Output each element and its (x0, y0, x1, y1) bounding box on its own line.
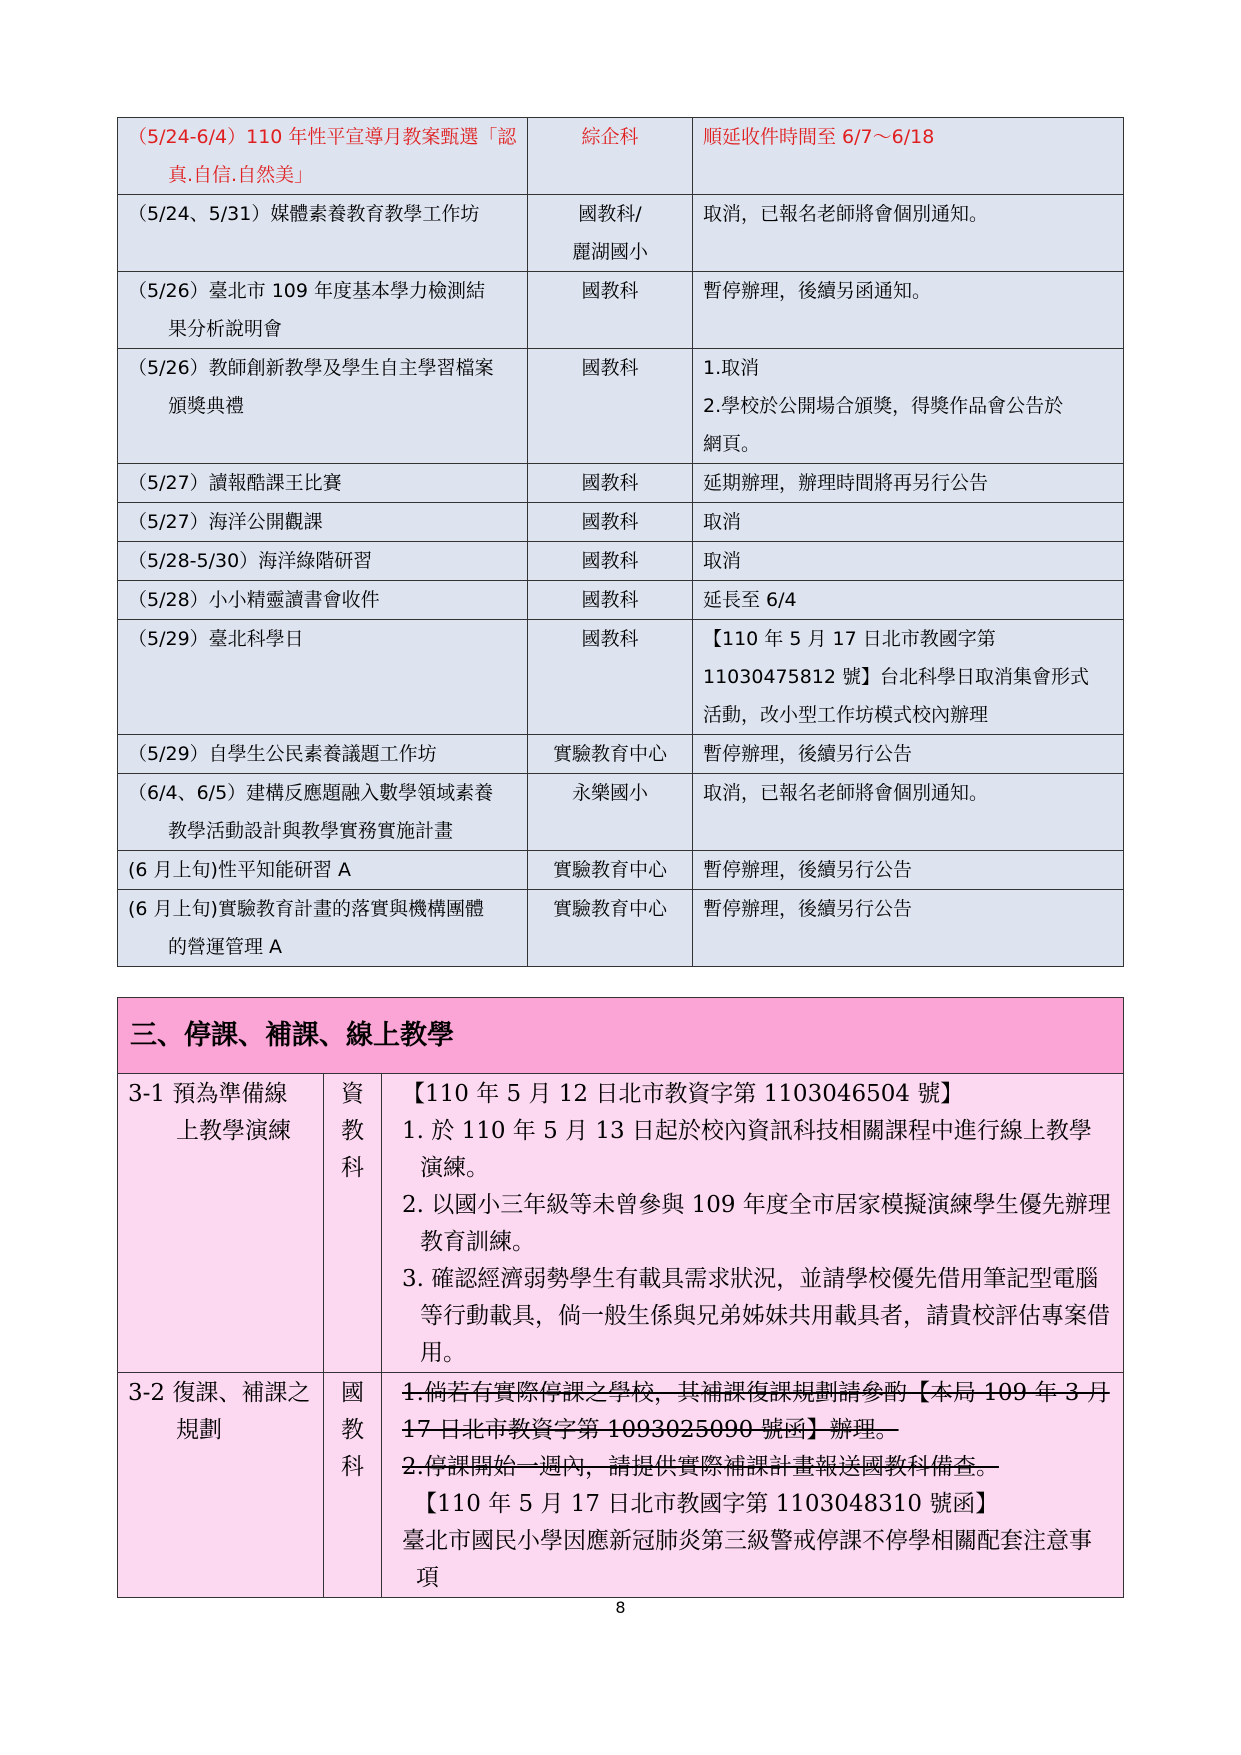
page-number: 8 (615, 1598, 626, 1617)
event-name-cell: （5/26）教師創新教學及學生自主學習檔案 頒獎典禮 (118, 349, 528, 464)
event-unit-cell: 國教科/ 麗湖國小 (528, 195, 693, 272)
event-status-cell: 取消，已報名老師將會個別通知。 (693, 774, 1124, 851)
event-unit-cell: 國教科 (528, 542, 693, 581)
event-unit-cell: 國教科 (528, 620, 693, 735)
event-unit-cell: 國教科 (528, 349, 693, 464)
item-3-1-label: 3-1 預為準備線 上教學演練 (118, 1074, 324, 1373)
item-3-1 (118, 1074, 1124, 1373)
item-3-2-struck-text: 2.停課開始一週內，請提供實際補課計畫報送國教科備查。 (402, 1454, 999, 1480)
event-name-cell: （5/29）臺北科學日 (118, 620, 528, 735)
event-status-cell: 暫停辦理，後續另行公告 (693, 735, 1124, 774)
item-3-1-unit: 資 教 科 (324, 1074, 382, 1373)
event-row (118, 349, 1124, 464)
event-unit-cell: 國教科 (528, 464, 693, 503)
section3-title: 三、停課、補課、線上教學 (118, 998, 1124, 1074)
event-name-cell: （5/27）讀報酷課王比賽 (118, 464, 528, 503)
event-row (118, 542, 1124, 581)
event-unit-cell: 實驗教育中心 (528, 735, 693, 774)
event-status-cell: 暫停辦理，後續另行公告 (693, 890, 1124, 967)
item-3-2 (118, 1373, 1124, 1598)
item-3-2-label: 3-2 復課、補課之 規劃 (118, 1373, 324, 1598)
event-status-cell: 取消 (693, 503, 1124, 542)
event-unit-cell: 國教科 (528, 272, 693, 349)
event-status-cell: 順延收件時間至 6/7～6/18 (693, 118, 1124, 195)
item-3-2-struck-text: 1.倘若有實際停課之學校，其補課復課規劃請參酌【本局 109 年 3 月 17 日北市教資字第 1093025090 號函】辦理。 (402, 1380, 1110, 1443)
event-row (118, 118, 1124, 195)
event-name-cell: （5/24、5/31）媒體素養教育教學工作坊 (118, 195, 528, 272)
item-3-1-point: 3. 確認經濟弱勢學生有載具需求狀況，並請學校優先借用筆記型電腦等行動載具，倘一般生係與兄弟姊妹共用載具者，請貴校評估專案借用。 (402, 1266, 1110, 1366)
event-name-cell: （5/27）海洋公開觀課 (118, 503, 528, 542)
event-status-cell: 延期辦理，辦理時間將再另行公告 (693, 464, 1124, 503)
event-status-cell: 暫停辦理，後續另行公告 (693, 851, 1124, 890)
event-status-cell: 延長至 6/4 (693, 581, 1124, 620)
event-row (118, 774, 1124, 851)
event-name-cell: (6 月上旬)性平知能研習 A (118, 851, 528, 890)
event-name-cell: （6/4、6/5）建構反應題融入數學領域素養 教學活動設計與教學實務實施計畫 (118, 774, 528, 851)
event-status-cell: 取消 (693, 542, 1124, 581)
section3-table (117, 997, 1124, 1598)
event-row (118, 272, 1124, 349)
item-3-1-content (382, 1074, 1124, 1373)
event-row (118, 195, 1124, 272)
item-3-1-point: 2. 以國小三年級等未曾參與 109 年度全市居家模擬演練學生優先辦理教育訓練。 (402, 1192, 1111, 1255)
event-unit-cell: 永樂國小 (528, 774, 693, 851)
event-name-cell: (6 月上旬)實驗教育計畫的落實與機構團體 的營運管理 A (118, 890, 528, 967)
event-name-cell: （5/24-6/4）110 年性平宣導月教案甄選「認 真.自信.自然美」 (118, 118, 528, 195)
item-3-2-unit: 國 教 科 (324, 1373, 382, 1598)
event-status-cell: 取消，已報名老師將會個別通知。 (693, 195, 1124, 272)
event-unit-cell: 實驗教育中心 (528, 890, 693, 967)
event-unit-cell: 國教科 (528, 503, 693, 542)
event-status-cell: 暫停辦理，後續另函通知。 (693, 272, 1124, 349)
event-unit-cell: 綜企科 (528, 118, 693, 195)
item-3-1-ref: 【110 年 5 月 12 日北市教資字第 1103046504 號】 (402, 1081, 964, 1107)
event-row (118, 464, 1124, 503)
event-name-cell: （5/26）臺北市 109 年度基本學力檢測結 果分析說明會 (118, 272, 528, 349)
item-3-2-content (382, 1373, 1124, 1598)
event-name-cell: （5/28-5/30）海洋綠階研習 (118, 542, 528, 581)
events-table (117, 117, 1124, 967)
event-status-cell: 1.取消 2.學校於公開場合頒獎，得獎作品會公告於 網頁。 (693, 349, 1124, 464)
event-unit-cell: 實驗教育中心 (528, 851, 693, 890)
event-row (118, 851, 1124, 890)
event-unit-cell: 國教科 (528, 581, 693, 620)
event-row (118, 503, 1124, 542)
event-row (118, 620, 1124, 735)
event-row (118, 581, 1124, 620)
event-name-cell: （5/29）自學生公民素養議題工作坊 (118, 735, 528, 774)
event-name-cell: （5/28）小小精靈讀書會收件 (118, 581, 528, 620)
item-3-1-point: 1. 於 110 年 5 月 13 日起於校內資訊科技相關課程中進行線上教學演練。 (402, 1118, 1092, 1181)
event-status-cell: 【110 年 5 月 17 日北市教國字第 11030475812 號】台北科學日取消集會形式 活動，改小型工作坊模式校內辦理 (693, 620, 1124, 735)
item-3-2-ref: 【110 年 5 月 17 日北市教國字第 1103048310 號函】 (414, 1491, 999, 1517)
event-row (118, 735, 1124, 774)
event-row (118, 890, 1124, 967)
item-3-2-note: 臺北市國民小學因應新冠肺炎第三級警戒停課不停學相關配套注意事項 (402, 1528, 1092, 1591)
